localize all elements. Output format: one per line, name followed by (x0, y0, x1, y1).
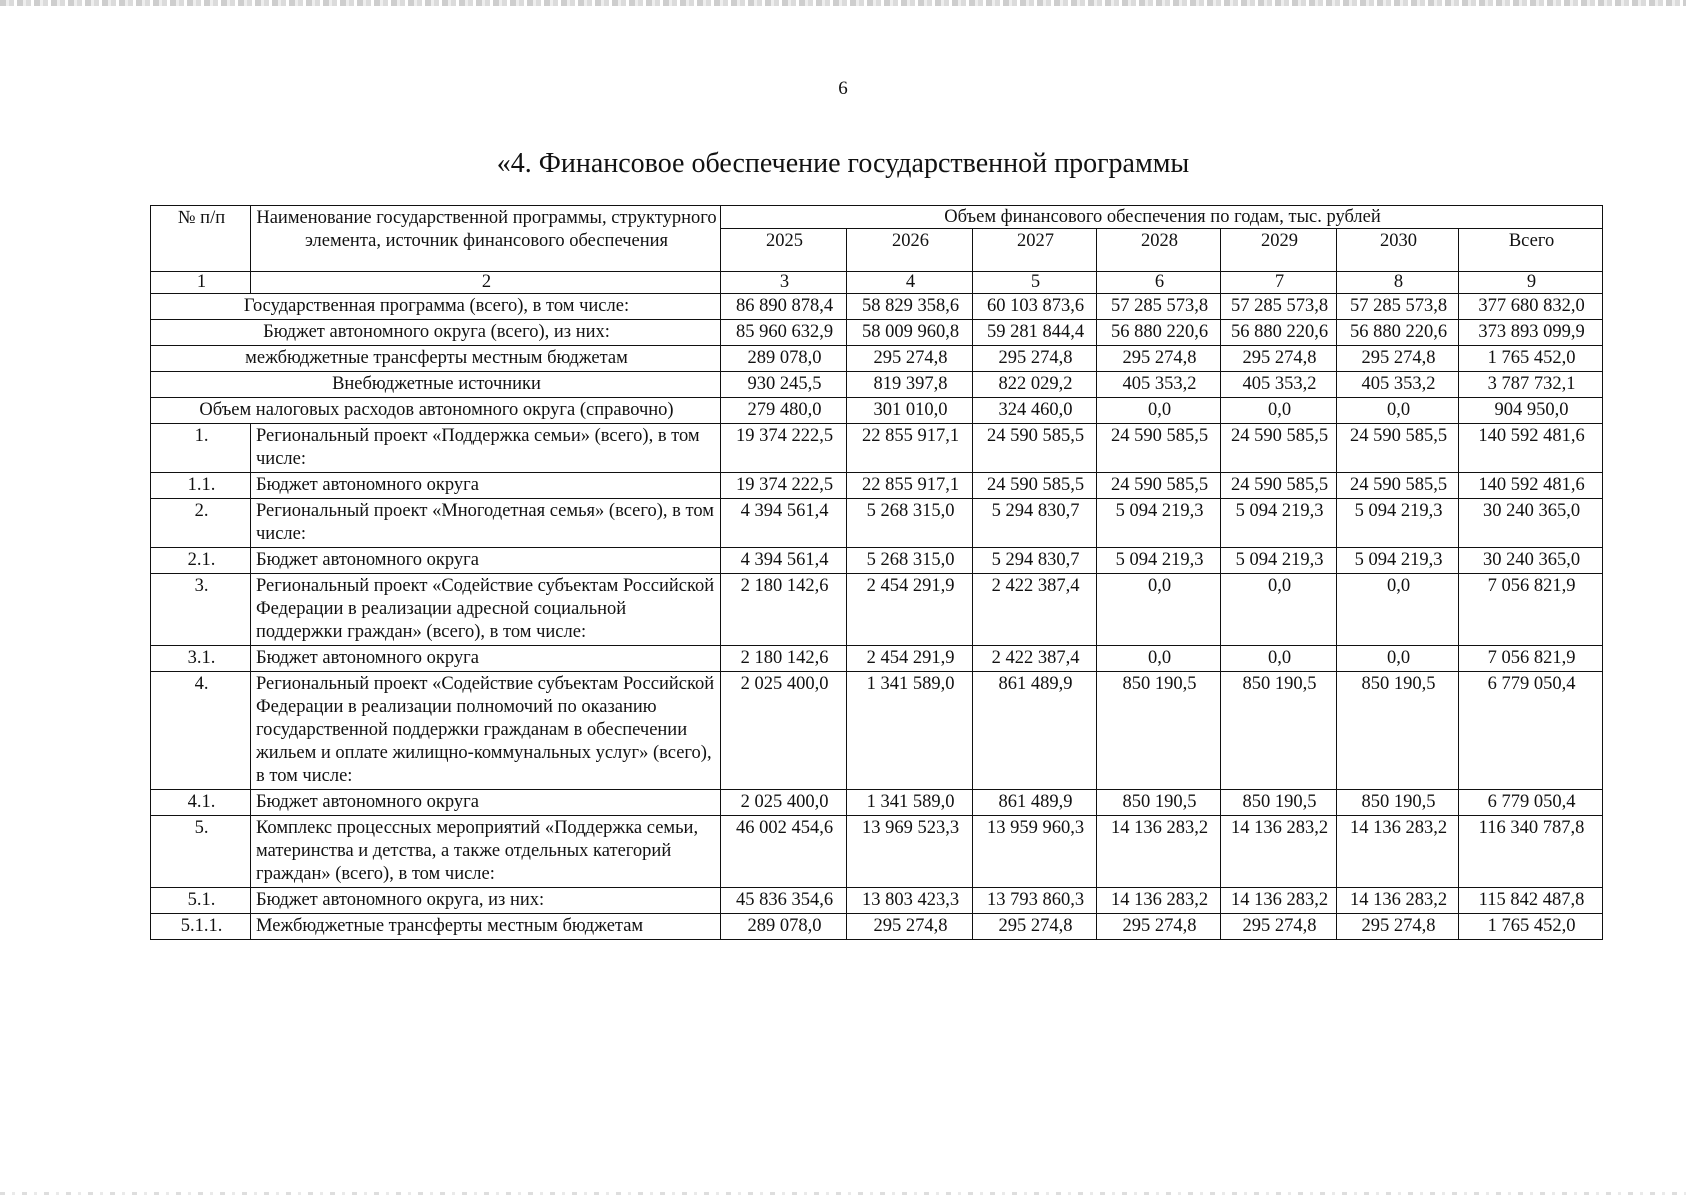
row-value: 24 590 585,5 (1337, 473, 1459, 499)
row-value: 850 190,5 (1097, 790, 1221, 816)
row-value: 295 274,8 (1337, 346, 1459, 372)
table-row (151, 424, 1603, 473)
row-value: 5 268 315,0 (847, 499, 973, 548)
header-year: 2028 (1097, 229, 1221, 272)
row-value: 289 078,0 (721, 346, 847, 372)
row-value: 0,0 (1097, 574, 1221, 646)
row-value: 0,0 (1221, 398, 1337, 424)
row-value: 295 274,8 (1097, 914, 1221, 940)
column-number: 2 (251, 272, 721, 294)
row-value: 0,0 (1097, 398, 1221, 424)
page-number: 6 (838, 78, 848, 99)
row-value: 46 002 454,6 (721, 816, 847, 888)
table-row (151, 888, 1603, 914)
row-number: 3.1. (151, 646, 251, 672)
row-value: 2 180 142,6 (721, 574, 847, 646)
row-value: 57 285 573,8 (1337, 294, 1459, 320)
row-value: 295 274,8 (1221, 914, 1337, 940)
header-number: № п/п (151, 206, 251, 272)
row-name: Региональный проект «Многодетная семья» (всего), в том числе: (251, 499, 721, 548)
table-row (151, 790, 1603, 816)
row-name: Бюджет автономного округа (251, 790, 721, 816)
row-value: 24 590 585,5 (1221, 473, 1337, 499)
row-value: 24 590 585,5 (973, 424, 1097, 473)
row-total: 30 240 365,0 (1459, 548, 1603, 574)
row-value: 0,0 (1337, 646, 1459, 672)
row-total: 7 056 821,9 (1459, 646, 1603, 672)
table-row (151, 646, 1603, 672)
table-row (151, 398, 1603, 424)
row-value: 58 009 960,8 (847, 320, 973, 346)
row-value: 0,0 (1337, 398, 1459, 424)
row-value: 24 590 585,5 (1337, 424, 1459, 473)
row-value: 279 480,0 (721, 398, 847, 424)
header-volume: Объем финансового обеспечения по годам, тыс. рублей (721, 206, 1603, 229)
row-value: 2 025 400,0 (721, 790, 847, 816)
table-row (151, 548, 1603, 574)
row-value: 14 136 283,2 (1097, 816, 1221, 888)
header-year: 2030 (1337, 229, 1459, 272)
row-value: 405 353,2 (1337, 372, 1459, 398)
row-value: 2 025 400,0 (721, 672, 847, 790)
row-name: Внебюджетные источники (151, 372, 721, 398)
header-year: 2025 (721, 229, 847, 272)
column-numbers-row (151, 272, 1603, 294)
table-row (151, 294, 1603, 320)
row-name: межбюджетные трансферты местным бюджетам (151, 346, 721, 372)
row-value: 1 341 589,0 (847, 790, 973, 816)
row-value: 850 190,5 (1221, 790, 1337, 816)
row-value: 0,0 (1221, 574, 1337, 646)
row-name: Бюджет автономного округа (всего), из них: (151, 320, 721, 346)
row-total: 6 779 050,4 (1459, 672, 1603, 790)
column-number: 5 (973, 272, 1097, 294)
row-number: 5.1. (151, 888, 251, 914)
column-number: 9 (1459, 272, 1603, 294)
row-value: 2 454 291,9 (847, 646, 973, 672)
row-value: 5 268 315,0 (847, 548, 973, 574)
row-value: 22 855 917,1 (847, 424, 973, 473)
row-value: 22 855 917,1 (847, 473, 973, 499)
table-row (151, 574, 1603, 646)
row-value: 5 294 830,7 (973, 548, 1097, 574)
row-value: 60 103 873,6 (973, 294, 1097, 320)
row-value: 0,0 (1221, 646, 1337, 672)
row-value: 19 374 222,5 (721, 424, 847, 473)
row-value: 5 094 219,3 (1337, 548, 1459, 574)
row-value: 295 274,8 (847, 914, 973, 940)
header-row (151, 206, 1603, 229)
table-row (151, 320, 1603, 346)
row-name: Бюджет автономного округа (251, 646, 721, 672)
row-value: 861 489,9 (973, 790, 1097, 816)
table-row (151, 473, 1603, 499)
column-number: 3 (721, 272, 847, 294)
row-total: 7 056 821,9 (1459, 574, 1603, 646)
row-value: 5 094 219,3 (1221, 548, 1337, 574)
table-row (151, 346, 1603, 372)
row-number: 2.1. (151, 548, 251, 574)
row-value: 14 136 283,2 (1337, 816, 1459, 888)
row-value: 56 880 220,6 (1097, 320, 1221, 346)
scan-edge-top (0, 0, 1686, 6)
row-value: 850 190,5 (1097, 672, 1221, 790)
column-number: 1 (151, 272, 251, 294)
row-number: 4.1. (151, 790, 251, 816)
row-total: 6 779 050,4 (1459, 790, 1603, 816)
row-value: 324 460,0 (973, 398, 1097, 424)
row-value: 58 829 358,6 (847, 294, 973, 320)
row-total: 115 842 487,8 (1459, 888, 1603, 914)
row-value: 14 136 283,2 (1097, 888, 1221, 914)
row-total: 377 680 832,0 (1459, 294, 1603, 320)
row-number: 5.1.1. (151, 914, 251, 940)
row-value: 861 489,9 (973, 672, 1097, 790)
column-number: 7 (1221, 272, 1337, 294)
row-value: 57 285 573,8 (1097, 294, 1221, 320)
row-value: 822 029,2 (973, 372, 1097, 398)
row-value: 59 281 844,4 (973, 320, 1097, 346)
row-value: 5 094 219,3 (1337, 499, 1459, 548)
row-number: 3. (151, 574, 251, 646)
row-value: 56 880 220,6 (1337, 320, 1459, 346)
row-value: 850 190,5 (1221, 672, 1337, 790)
header-total: Всего (1459, 229, 1603, 272)
row-value: 0,0 (1097, 646, 1221, 672)
row-total: 1 765 452,0 (1459, 346, 1603, 372)
column-number: 6 (1097, 272, 1221, 294)
header-year: 2027 (973, 229, 1097, 272)
row-value: 45 836 354,6 (721, 888, 847, 914)
row-value: 301 010,0 (847, 398, 973, 424)
row-name: Государственная программа (всего), в том числе: (151, 294, 721, 320)
row-value: 13 969 523,3 (847, 816, 973, 888)
column-number: 8 (1337, 272, 1459, 294)
row-number: 1. (151, 424, 251, 473)
table-row (151, 372, 1603, 398)
header-name: Наименование государственной программы, структурного элемента, источник финансового обеспечения (251, 206, 721, 272)
row-value: 24 590 585,5 (973, 473, 1097, 499)
row-value: 5 094 219,3 (1221, 499, 1337, 548)
row-name: Межбюджетные трансферты местным бюджетам (251, 914, 721, 940)
row-value: 5 094 219,3 (1097, 548, 1221, 574)
table-row (151, 672, 1603, 790)
column-number: 4 (847, 272, 973, 294)
row-value: 819 397,8 (847, 372, 973, 398)
row-value: 4 394 561,4 (721, 548, 847, 574)
scan-edge-bottom (0, 1192, 1686, 1195)
header-year: 2026 (847, 229, 973, 272)
row-value: 850 190,5 (1337, 790, 1459, 816)
row-value: 85 960 632,9 (721, 320, 847, 346)
row-name: Региональный проект «Содействие субъектам Российской Федерации в реализации полномочий по оказанию государственной поддержки гражданам в обеспечении жильем и оплате жилищно-коммунальных услуг» (всего), в том числе: (251, 672, 721, 790)
row-value: 405 353,2 (1221, 372, 1337, 398)
row-value: 2 422 387,4 (973, 646, 1097, 672)
header-year: 2029 (1221, 229, 1337, 272)
row-number: 2. (151, 499, 251, 548)
row-value: 295 274,8 (973, 346, 1097, 372)
row-total: 373 893 099,9 (1459, 320, 1603, 346)
row-value: 13 803 423,3 (847, 888, 973, 914)
row-value: 2 454 291,9 (847, 574, 973, 646)
table-row (151, 499, 1603, 548)
row-total: 140 592 481,6 (1459, 473, 1603, 499)
row-value: 295 274,8 (1097, 346, 1221, 372)
table-body (151, 294, 1603, 940)
row-value: 1 341 589,0 (847, 672, 973, 790)
row-name: Бюджет автономного округа (251, 473, 721, 499)
row-value: 19 374 222,5 (721, 473, 847, 499)
table-row (151, 914, 1603, 940)
row-total: 140 592 481,6 (1459, 424, 1603, 473)
row-value: 5 294 830,7 (973, 499, 1097, 548)
row-value: 295 274,8 (847, 346, 973, 372)
financing-table (150, 205, 1603, 940)
row-value: 57 285 573,8 (1221, 294, 1337, 320)
row-name: Комплекс процессных мероприятий «Поддержка семьи, материнства и детства, а также отдельных категорий граждан» (всего), в том числе: (251, 816, 721, 888)
row-value: 4 394 561,4 (721, 499, 847, 548)
document-title: «4. Финансовое обеспечение государственной программы (496, 148, 1190, 179)
row-value: 14 136 283,2 (1221, 888, 1337, 914)
row-value: 0,0 (1337, 574, 1459, 646)
row-name: Объем налоговых расходов автономного округа (справочно) (151, 398, 721, 424)
row-total: 904 950,0 (1459, 398, 1603, 424)
row-number: 5. (151, 816, 251, 888)
row-name: Региональный проект «Поддержка семьи» (всего), в том числе: (251, 424, 721, 473)
row-value: 295 274,8 (973, 914, 1097, 940)
row-total: 3 787 732,1 (1459, 372, 1603, 398)
row-name: Бюджет автономного округа (251, 548, 721, 574)
row-name: Бюджет автономного округа, из них: (251, 888, 721, 914)
row-value: 14 136 283,2 (1337, 888, 1459, 914)
row-value: 24 590 585,5 (1097, 424, 1221, 473)
row-value: 2 422 387,4 (973, 574, 1097, 646)
row-value: 295 274,8 (1221, 346, 1337, 372)
row-name: Региональный проект «Содействие субъектам Российской Федерации в реализации адресной социальной поддержки граждан» (всего), в том числе: (251, 574, 721, 646)
row-number: 4. (151, 672, 251, 790)
row-value: 405 353,2 (1097, 372, 1221, 398)
row-value: 13 959 960,3 (973, 816, 1097, 888)
table-row (151, 816, 1603, 888)
row-value: 295 274,8 (1337, 914, 1459, 940)
row-value: 13 793 860,3 (973, 888, 1097, 914)
row-value: 24 590 585,5 (1221, 424, 1337, 473)
row-value: 14 136 283,2 (1221, 816, 1337, 888)
row-total: 1 765 452,0 (1459, 914, 1603, 940)
row-value: 56 880 220,6 (1221, 320, 1337, 346)
row-total: 30 240 365,0 (1459, 499, 1603, 548)
row-total: 116 340 787,8 (1459, 816, 1603, 888)
row-number: 1.1. (151, 473, 251, 499)
row-value: 86 890 878,4 (721, 294, 847, 320)
row-value: 930 245,5 (721, 372, 847, 398)
row-value: 24 590 585,5 (1097, 473, 1221, 499)
row-value: 2 180 142,6 (721, 646, 847, 672)
row-value: 850 190,5 (1337, 672, 1459, 790)
row-value: 289 078,0 (721, 914, 847, 940)
row-value: 5 094 219,3 (1097, 499, 1221, 548)
